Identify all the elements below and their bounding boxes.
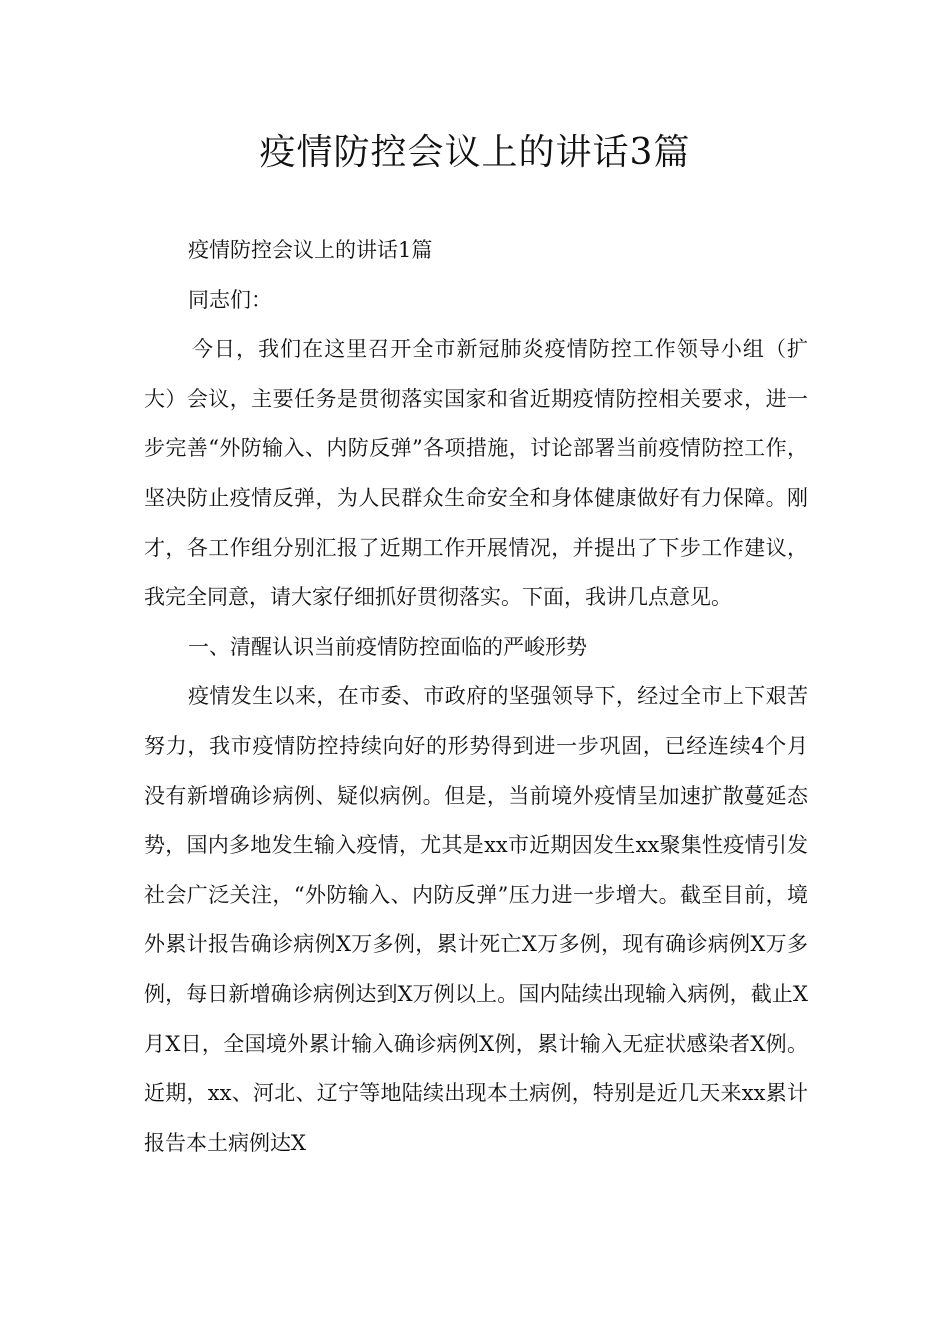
intro-paragraph: 今日，我们在这里召开全市新冠肺炎疫情防控工作领导小组（扩大）会议，主要任务是贯彻落实国家和省近期疫情防控相关要求，进一步完善“外防输入、内防反弹”各项措施，讨论部署当前疫情防控工作，坚决防止疫情反弹，为人民群众生命安全和身体健康做好有力保障。刚才，各工作组分别汇报了近期工作开展情况，并提出了下步工作建议，我完全同意，请大家仔细抓好贯彻落实。下面，我讲几点意见。 <box>144 337 808 610</box>
document-body <box>144 226 808 1168</box>
salutation-paragraph: 同志们： <box>188 287 272 312</box>
subtitle-paragraph: 疫情防控会议上的讲话1篇 <box>188 238 433 262</box>
document-title: 疫情防控会议上的讲话3篇 <box>259 132 691 173</box>
section-heading: 一、清醒认识当前疫情防控面临的严峻形势 <box>188 634 587 659</box>
body-paragraph: 疫情发生以来，在市委、市政府的坚强领导下，经过全市上下艰苦努力，我市疫情防控持续向好的形势得到进一步巩固，已经连续4个月没有新增确诊病例、疑似病例。但是，当前境外疫情呈加速扩散蔓延态势，国内多地发生输入疫情，尤其是xx市近期因发生xx聚集性疫情引发社会广泛关注，“外防输入、内防反弹”压力进一步增大。截至目前，境外累计报告确诊病例X万多例，累计死亡X万多例，现有确诊病例X万多例，每日新增确诊病例达到X万例以上。国内陆续出现输入病例，截止X月X日，全国境外累计输入确诊病例X例，累计输入无症状感染者X例。近期，xx、河北、辽宁等地陆续出现本土病例，特别是近几天来xx累计报告本土病例达X <box>144 684 808 1155</box>
